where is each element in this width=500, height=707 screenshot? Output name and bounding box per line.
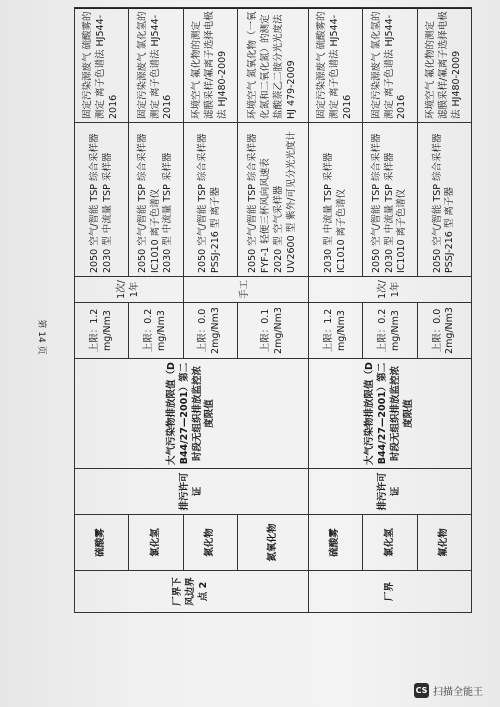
pollutant-cell: 氯化氢 — [363, 515, 417, 571]
limit-cell: 上限：0.2mg/Nm3 — [363, 303, 417, 359]
basis-cell: 排污许可证 — [75, 469, 309, 515]
instrument-cell: 2050 空气/智能 TSP 综合采样器 2030 型 中流量 TSP 采样器 — [75, 123, 129, 277]
pollutant-cell: 硫酸雾 — [309, 515, 363, 571]
pollutant-cell: 氮化物 — [183, 515, 237, 571]
scanner-app-label: 扫描全能王 — [433, 687, 483, 698]
table-row — [129, 8, 183, 613]
instrument-cell: 2050 空气/智能 TSP 综合采样器 PSSJ-216 型 离子器 — [183, 123, 237, 277]
method-cell: 固定污染源废气 硫酸雾的测定 离子色谱法 HJ544-2016 — [309, 8, 363, 123]
table-row — [183, 8, 237, 613]
method-cell: 固定污染源废气 硫酸雾的测定 离子色谱法 HJ544-2016 — [75, 8, 129, 123]
limit-cell: 上限：0.2mg/Nm3 — [129, 303, 183, 359]
scanner-app-badge — [414, 683, 483, 698]
instrument-cell: 2050 空气/智能 TSP 综合采样器 2030 型 中流量 TSP 采样器 IC1010 离子色谱仪 — [363, 123, 417, 277]
table-row — [363, 8, 417, 613]
method-cell: 环境空气 氟化物的测定 滤膜采样/氟离子选择电极法 HJ480-2009 — [183, 8, 237, 123]
limit-cell: 上限：1.2mg/Nm3 — [309, 303, 363, 359]
pollutant-cell: 氯化氢 — [129, 515, 183, 571]
table-row — [417, 8, 471, 613]
limit-cell: 上限：1.2mg/Nm3 — [75, 303, 129, 359]
monitoring-table — [74, 7, 472, 613]
limit-cell: 上限：0.02mg/Nm3 — [417, 303, 471, 359]
limit-cell: 上限：0.02mg/Nm3 — [183, 303, 237, 359]
rotated-table-container — [74, 8, 472, 613]
location-cell: 厂界 — [309, 571, 472, 613]
method-type-cell: 手工 — [183, 277, 308, 303]
table-row — [309, 8, 363, 613]
instrument-cell: 2030 型 中流量 TSP 采样器 IC1010 离子色谱仪 — [309, 123, 363, 277]
camscanner-icon: CS — [414, 683, 429, 698]
standard-cell: 大气污染物排放限值（DB44/27—2001）第二时段无组织排放监控浓度限值 — [75, 359, 309, 469]
method-cell: 环境空气 氮氧化物（一氧化氮和二氧化氮）的测定 盐酸萘乙二胺分光光度法 HJ 479-2009 — [237, 8, 308, 123]
basis-cell: 排污许可证 — [309, 469, 472, 515]
instrument-cell: 2050 空气/智能 TSP 综合采样器 FYF-1 轻便三杯风向风速表 2020 型 空气采样器 UV2600 型 紫外/可见分光光度计 — [237, 123, 308, 277]
limit-cell: 上限：0.12mg/Nm3 — [237, 303, 308, 359]
pollutant-cell: 氟化物 — [417, 515, 471, 571]
standard-cell: 大气污染物排放限值（DB44/27—2001）第二时段无组织排放监控浓度限值 — [309, 359, 472, 469]
location-cell: 厂界下风边界点 2 — [75, 571, 309, 613]
pollutant-cell: 氮氧化物 — [237, 515, 308, 571]
instrument-cell: 2050 空气/智能 TSP 综合采样器 IC1010 离子色谱仪 2030 型 中流量 TSP 采样器 — [129, 123, 183, 277]
page-number: 第 14 页 — [36, 319, 46, 355]
method-cell: 固定污染源废气 氯化氢的测定 离子色谱法 HJ544-2016 — [363, 8, 417, 123]
table-row — [237, 8, 308, 613]
frequency-cell: 1次/1年 — [309, 277, 472, 303]
frequency-cell: 1次/1年 — [75, 277, 184, 303]
method-cell: 环境空气 氟化物的测定 滤膜采样/氟离子选择电极法 HJ480-2009 — [417, 8, 471, 123]
method-cell: 固定污染源废气 氯化氢的测定 离子色谱法 HJ544-2016 — [129, 8, 183, 123]
pollutant-cell: 硫酸雾 — [75, 515, 129, 571]
table-row — [75, 8, 129, 613]
instrument-cell: 2050 空气/智能 TSP 综合采样器 PSSJ-216 型 离子器 — [417, 123, 471, 277]
